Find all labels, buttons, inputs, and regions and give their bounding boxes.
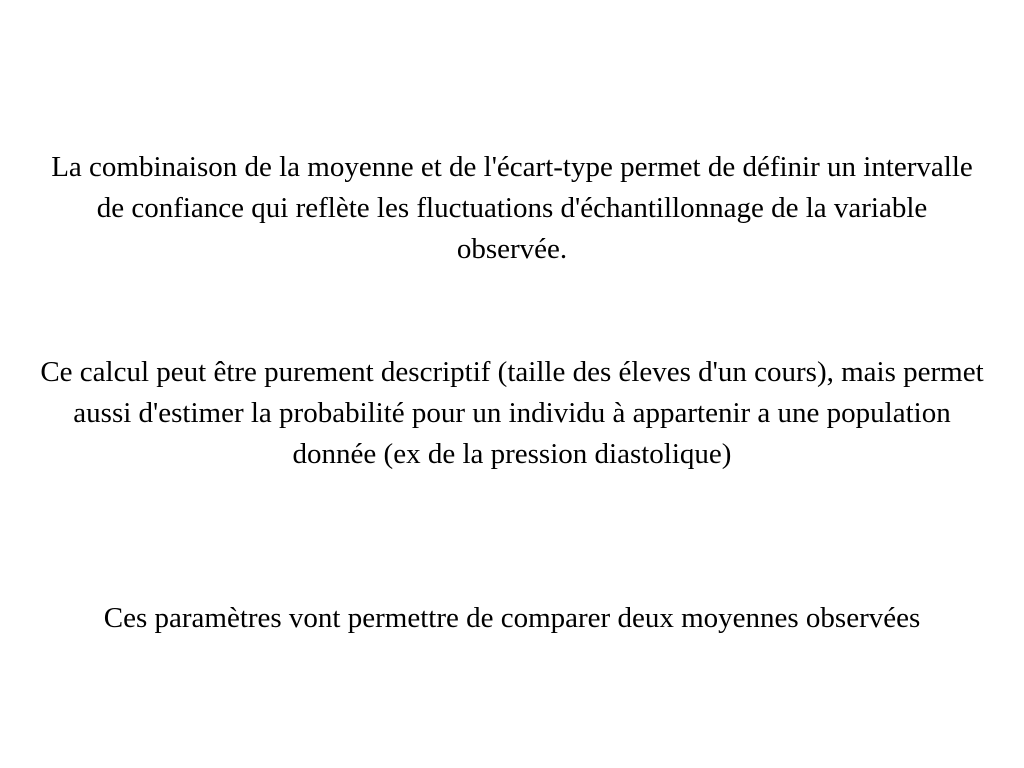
paragraph-compare-means: Ces paramètres vont permettre de comparer deux moyennes observées — [103, 602, 921, 634]
paragraph-descriptive-calculation: Ce calcul peut être purement descriptif (taille des éleves d'un cours), mais permet aussi d'estimer la probabilité pour un individu à appartenir a une population donnée (ex de la pression diastolique) — [40, 356, 984, 470]
paragraph-confidence-interval: La combinaison de la moyenne et de l'écart-type permet de définir un intervalle de confiance qui reflète les fluctuations d'échantillonnage de la variable observée. — [51, 151, 973, 265]
